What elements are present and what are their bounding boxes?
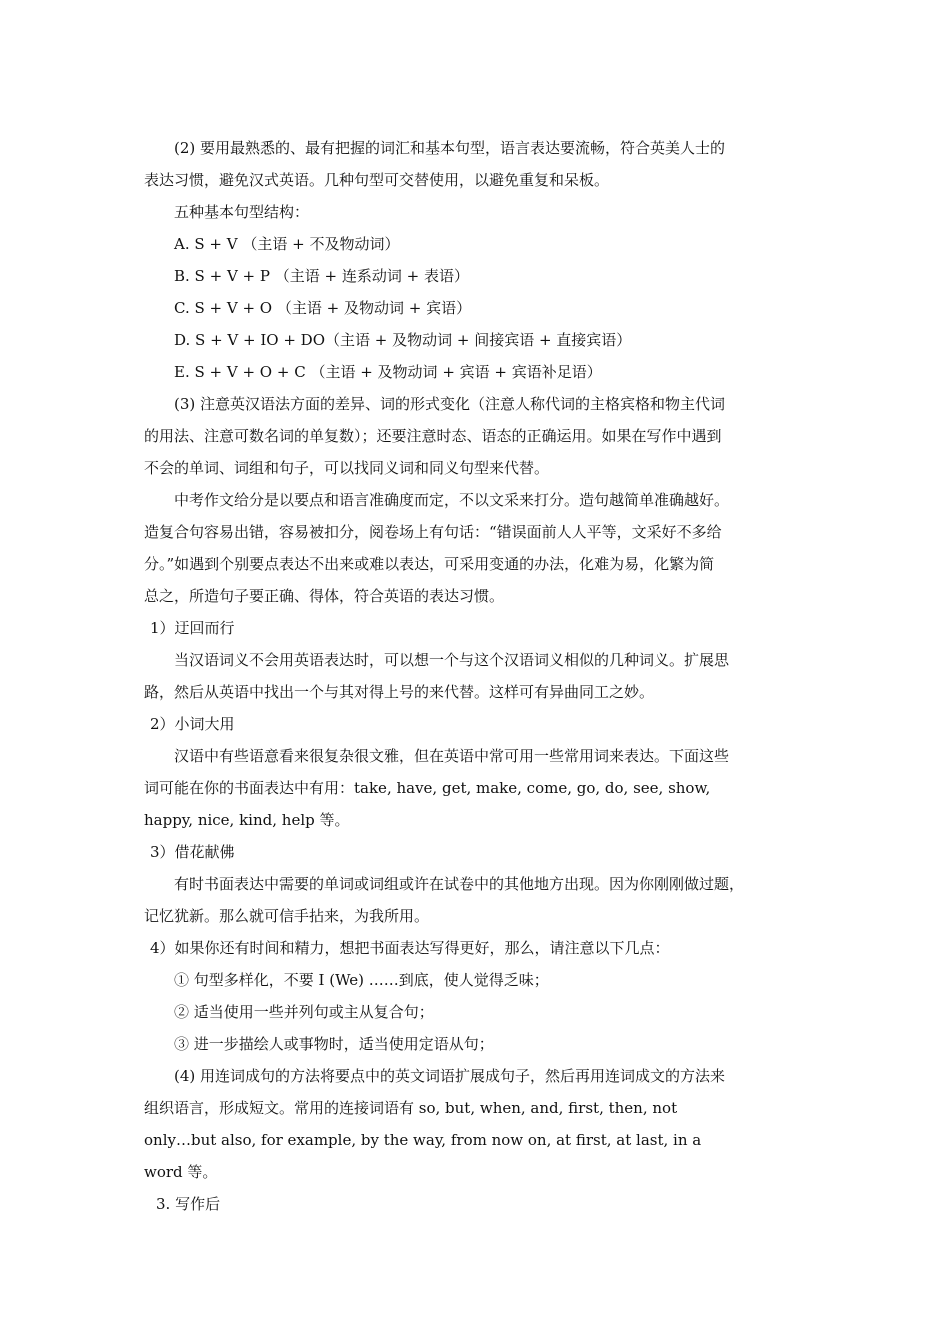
paragraph-line: 分。”如遇到个别要点表达不出来或难以表达，可采用变通的办法，化难为易，化繁为简 <box>144 555 715 573</box>
paragraph-line: 汉语中有些语意看来很复杂很文雅，但在英语中常可用一些常用词来表达。下面这些 <box>174 747 730 765</box>
paragraph-line: (4) 用连词成句的方法将要点中的英文词语扩展成句子，然后再用连词成文的方法来 <box>174 1067 726 1085</box>
paragraph-line: 中考作文给分是以要点和语言准确度而定，不以文采来打分。造句越简单准确越好。 <box>174 491 730 509</box>
sentence-pattern-c: C. S + V + O （主语 + 及物动词 + 宾语） <box>174 299 472 317</box>
paragraph-line: happy, nice, kind, help 等。 <box>144 811 350 829</box>
sentence-pattern-e: E. S + V + O + C （主语 + 及物动词 + 宾语 + 宾语补足语） <box>174 363 602 381</box>
list-item: ② 适当使用一些并列句或主从复合句； <box>174 1003 434 1021</box>
paragraph-line: 当汉语词义不会用英语表达时，可以想一个与这个汉语词义相似的几种词义。扩展思 <box>174 651 730 669</box>
paragraph-line: 有时书面表达中需要的单词或词组或许在试卷中的其他地方出现。因为你刚刚做过题， <box>174 875 745 893</box>
subsection-heading: 2）小词大用 <box>150 715 235 733</box>
sentence-pattern-b: B. S + V + P （主语 + 连系动词 + 表语） <box>174 267 469 285</box>
paragraph-line: 组织语言，形成短文。常用的连接词语有 so, but, when, and, first, then, not <box>144 1099 678 1117</box>
document-body <box>144 132 808 1220</box>
paragraph-line: (3) 注意英汉语法方面的差异、词的形式变化（注意人称代词的主格宾格和物主代词 <box>174 395 726 413</box>
sentence-pattern-d: D. S + V + IO + DO（主语 + 及物动词 + 间接宾语 + 直接宾语） <box>174 331 632 349</box>
sentence-pattern-a: A. S + V （主语 + 不及物动词） <box>174 235 400 253</box>
paragraph-line: 表达习惯，避免汉式英语。几种句型可交替使用，以避免重复和呆板。 <box>144 171 610 189</box>
paragraph-line: 不会的单词、词组和句子，可以找同义词和同义句型来代替。 <box>144 459 550 477</box>
paragraph-line: 词可能在你的书面表达中有用：take, have, get, make, come, go, do, see, show, <box>144 779 711 797</box>
section-heading: 五种基本句型结构： <box>174 203 310 221</box>
list-item: ① 句型多样化，不要 I (We) ……到底，使人觉得乏味； <box>174 971 549 989</box>
paragraph-line: word 等。 <box>144 1163 218 1181</box>
paragraph-line: (2) 要用最熟悉的、最有把握的词汇和基本句型，语言表达要流畅，符合英美人士的 <box>174 139 726 157</box>
paragraph-line: 路，然后从英语中找出一个与其对得上号的来代替。这样可有异曲同工之妙。 <box>144 683 655 701</box>
subsection-heading: 1）迂回而行 <box>150 619 235 637</box>
paragraph-line: only…but also, for example, by the way, from now on, at first, at last, in a <box>144 1131 702 1149</box>
subsection-heading: 3）借花献佛 <box>150 843 235 861</box>
paragraph-line: 记忆犹新。那么就可信手拈来，为我所用。 <box>144 907 430 925</box>
subsection-heading: 4）如果你还有时间和精力，想把书面表达写得更好，那么，请注意以下几点： <box>150 939 670 957</box>
section-heading: 3. 写作后 <box>156 1195 221 1213</box>
paragraph-line: 总之，所造句子要正确、得体，符合英语的表达习惯。 <box>144 587 505 605</box>
list-item: ③ 进一步描绘人或事物时，适当使用定语从句； <box>174 1035 494 1053</box>
paragraph-line: 的用法、注意可数名词的单复数）；还要注意时态、语态的正确运用。如果在写作中遇到 <box>144 427 722 445</box>
paragraph-line: 造复合句容易出错，容易被扣分，阅卷场上有句话：“错误面前人人平等，文采好不多给 <box>144 523 722 541</box>
